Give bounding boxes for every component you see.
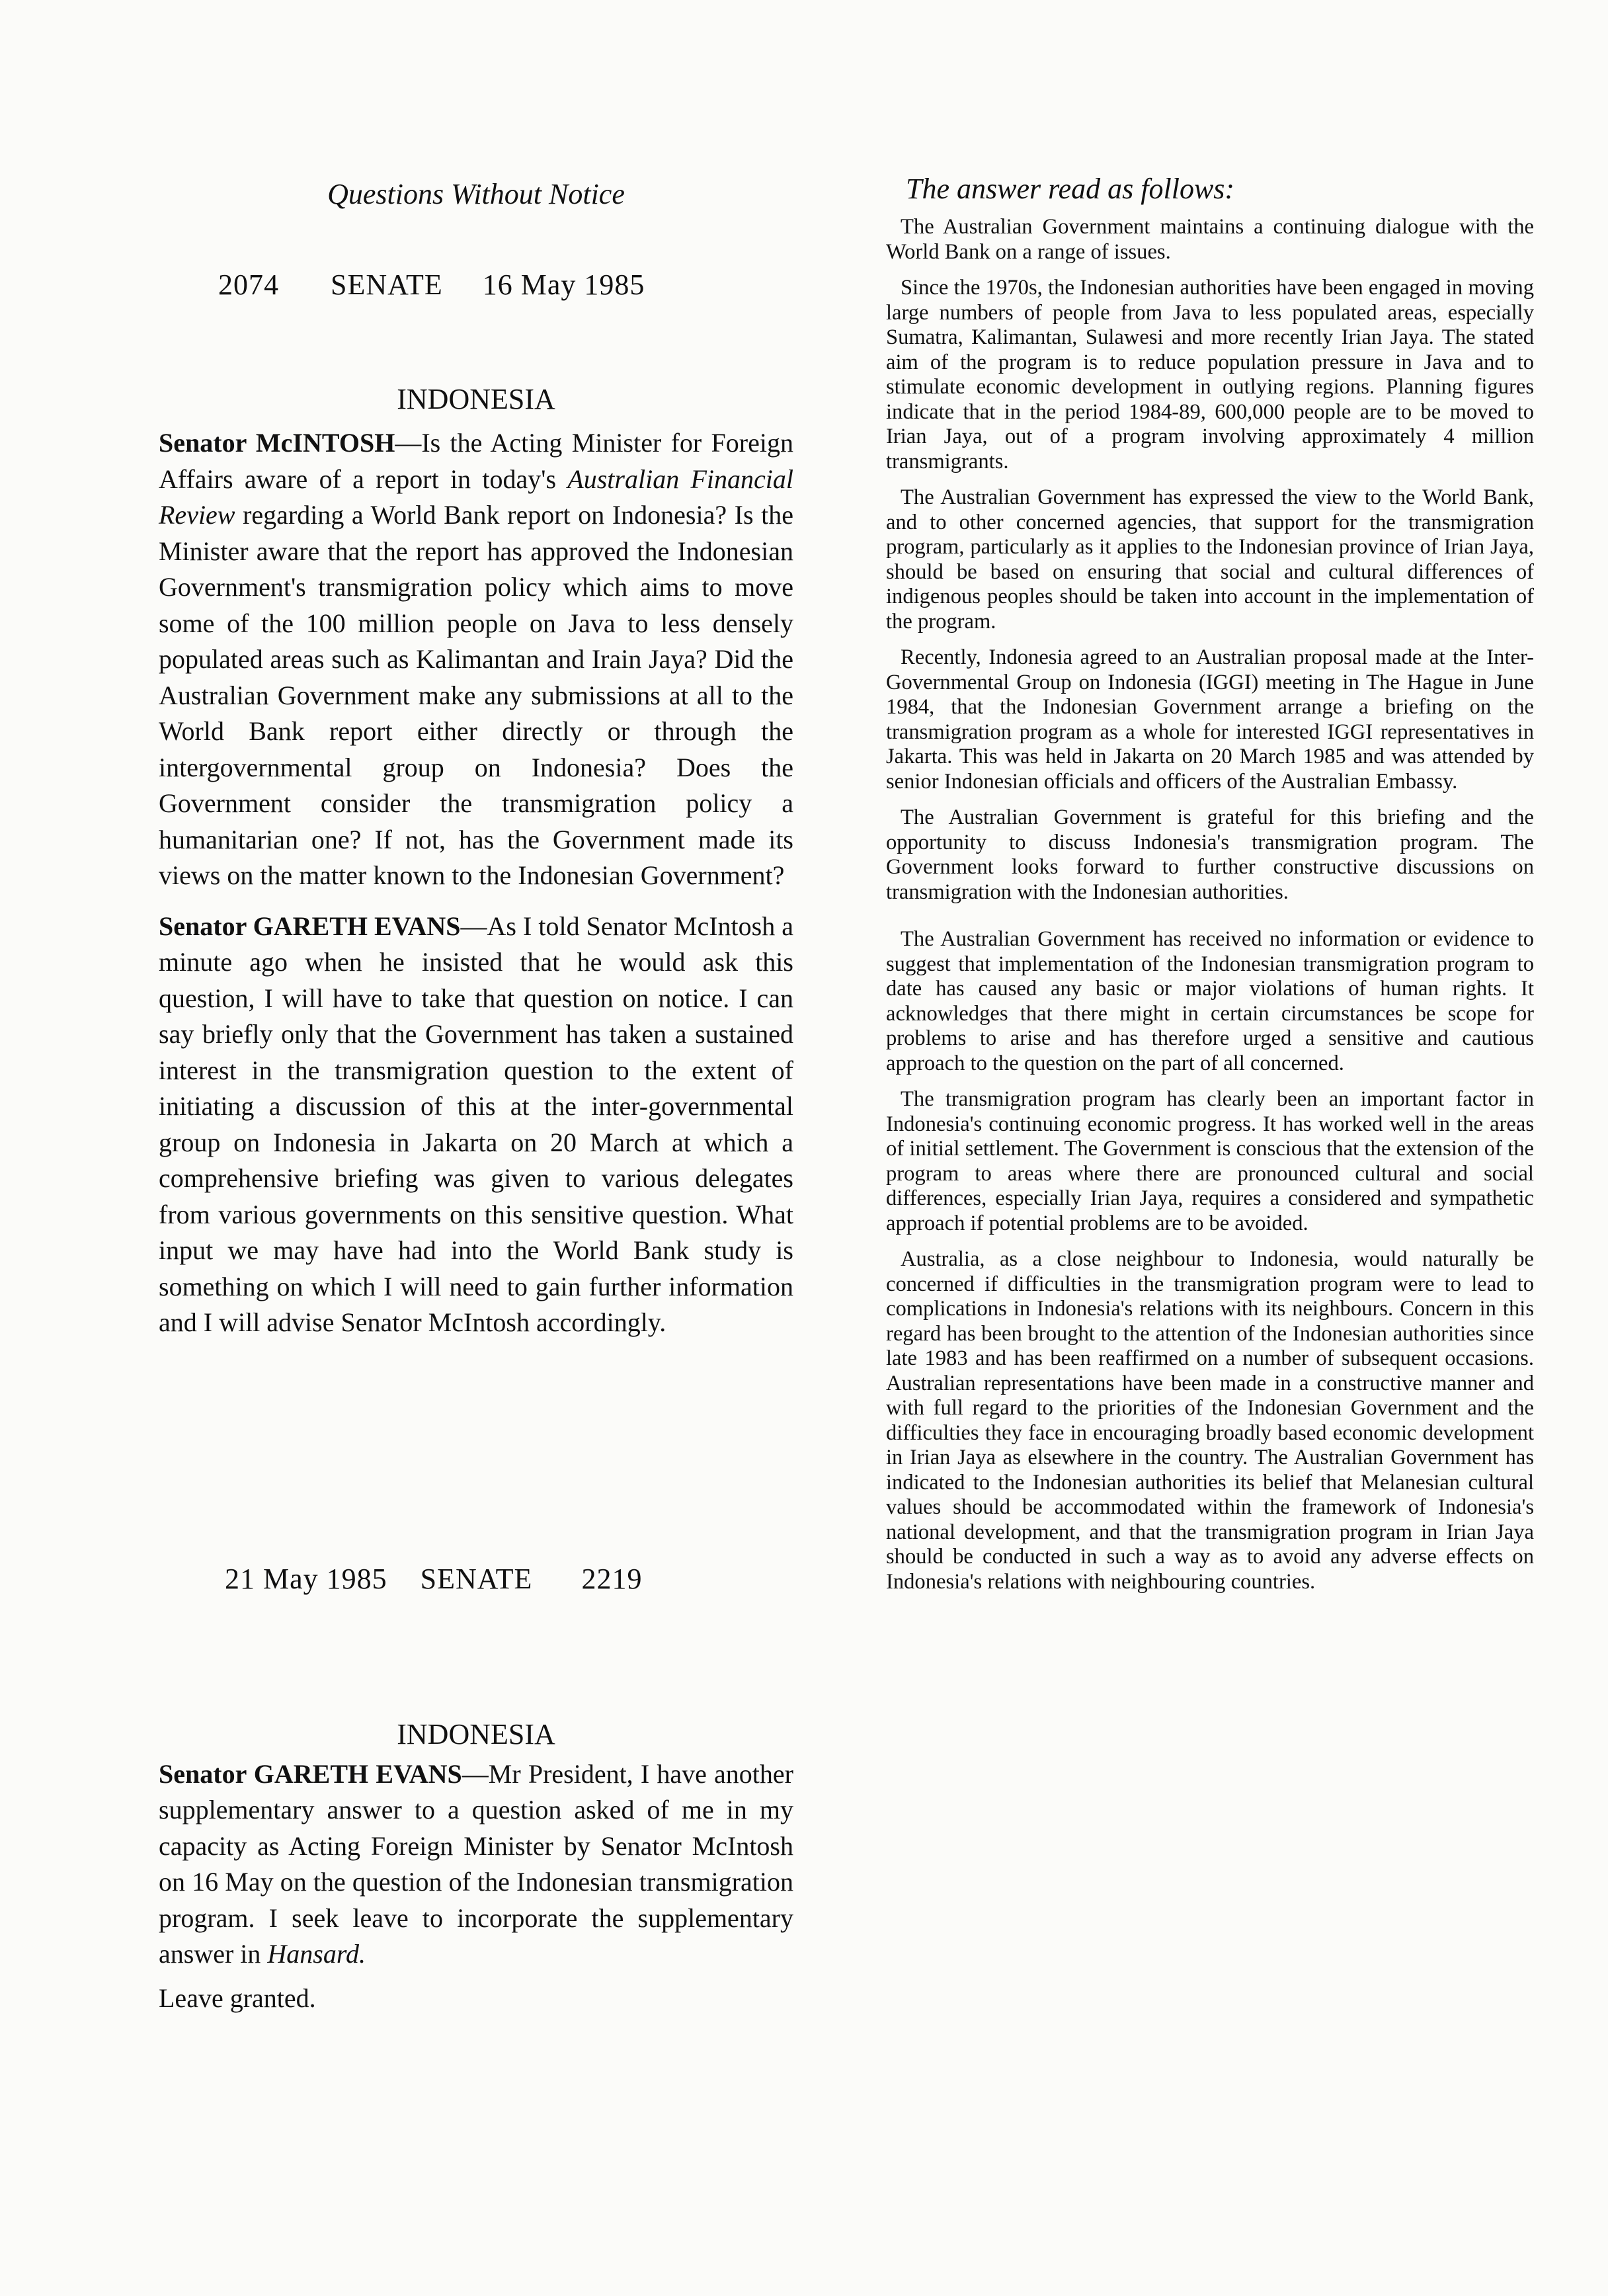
running-head: Questions Without Notice	[327, 178, 625, 210]
right-column	[886, 165, 1534, 1606]
page-number: 2074	[218, 268, 279, 301]
section-heading: INDONESIA	[397, 1717, 555, 1750]
speaker-name: Senator GARETH EVANS	[159, 1758, 462, 1789]
supplementary-paragraph: Senator GARETH EVANS—Mr President, I have another supplementary answer to a question asked of me in my capacity as Acting Foreign Minister by Senator McIntosh on 16 May on the question of the Indonesian transmigration program. I seek leave to incorporate the supplementary answer in Hansard.	[159, 1758, 793, 1969]
answer-paragraph: The Australian Government has received no information or evidence to suggest that implementation of the Indonesian transmigration program to date has caused any basic or major violations of human rights. It acknowledges that there might in certain circumstances be scope for problems to arise and has therefore urged a sensitive and cautious approach to the question on the part of all concerned.	[886, 927, 1534, 1075]
question-paragraph: Senator McINTOSH—Is the Acting Minister for Foreign Affairs aware of a report in today's Australian Financial Review regarding a World Bank report on Indonesia? Is the Minister aware that the report has approved the Indonesian Government's transmigration policy which aims to move some of the 100 million people on Java to less densely populated areas such as Kalimantan and Irain Jaya? Did the Australian Government make any submissions at all to the World Bank report either directly or through the intergovernmental group on Indonesia? Does the Government consider the transmigration policy a humanitarian one? If not, has the Government made its views on the matter known to the Indonesian Government?	[159, 428, 793, 890]
leave-granted: Leave granted.	[159, 1983, 316, 2013]
section-heading: INDONESIA	[397, 383, 555, 415]
folio-top	[218, 268, 793, 302]
page-number: 2219	[581, 1562, 643, 1595]
answer-paragraph: The transmigration program has clearly been an important factor in Indonesia's continuing economic progress. It has worked well in the areas of initial settlement. The Government is conscious that the extension of the program to areas where there are pronounced cultural and social differences, especially Irian Jaya, requires a considered and sympathetic approach if potential problems are to be avoided.	[886, 1087, 1534, 1235]
answer-paragraph: The Australian Government is grateful for this briefing and the opportunity to discuss Indonesia's transmigration program. The Government looks forward to further constructive discussions on transmigration with the Indonesian authorities.	[886, 805, 1534, 904]
speaker-name: Senator McINTOSH	[159, 428, 395, 458]
left-column	[159, 165, 793, 2016]
sitting-date: 16 May 1985	[482, 268, 645, 301]
answer-paragraph: Senator GARETH EVANS—As I told Senator McIntosh a minute ago when he insisted that he would ask this question, I will have to take that question on notice. I can say briefly only that the Government has taken a sustained interest in the transmigration question to the extent of initiating a discussion of this at the inter-governmental group on Indonesia in Jakarta on 20 March at which a comprehensive briefing was given to various delegates from various governments on this sensitive question. What input we may have had into the World Bank study is something on which I will need to gain further information and I will advise Senator McIntosh accordingly.	[159, 911, 794, 1337]
sitting-date: 21 May 1985	[225, 1562, 387, 1595]
house-name: SENATE	[420, 1562, 533, 1595]
answer-paragraph: Since the 1970s, the Indonesian authorities have been engaged in moving large numbers of people from Java to less populated areas, especially Sumatra, Kalimantan, Sulawesi and more recently Irian Jaya. The stated aim of the program is to reduce population pressure in Java and to stimulate economic development in outlying regions. Planning figures indicate that in the period 1984-89, 600,000 people are to be moved to Irian Jaya, out of a program involving approximately 4 million transmigrants.	[886, 276, 1534, 473]
speaker-name: Senator GARETH EVANS	[159, 911, 461, 941]
answer-heading: The answer read as follows:	[906, 173, 1235, 205]
answer-paragraph: Recently, Indonesia agreed to an Australian proposal made at the Inter-Governmental Group on Indonesia (IGGI) meeting in The Hague in June 1984, that the Indonesian Government arrange a briefing on the transmigration program as a whole for interested IGGI representatives in Jakarta. This was held in Jakarta on 20 March 1985 and was attended by senior Indonesian officials and officers of the Australian Embassy.	[886, 645, 1534, 794]
house-name: SENATE	[331, 268, 443, 301]
answer-paragraph: Australia, as a close neighbour to Indonesia, would naturally be concerned if difficulties in the transmigration program were to lead to complications in Indonesia's relations with its neighbours. Concern in this regard has been brought to the attention of the Indonesian authorities since late 1983 and has been reaffirmed on a number of subsequent occasions. Australian representations have been made in a constructive manner and with full regard to the priorities of the Indonesian Government and the difficulties they face in encouraging broadly based economic development in Irian Jaya as elsewhere in the country. The Australian Government has indicated to the Indonesian authorities its belief that Melanesian cultural values should be accommodated within the framework of Indonesia's national development, and that the transmigration program in Irian Jaya should be conducted in such a way as to avoid any adverse effects on Indonesia's relations with neighbouring countries.	[886, 1247, 1534, 1594]
folio-bottom	[225, 1562, 793, 1596]
hansard-title: Hansard.	[267, 1939, 366, 1969]
answer-paragraph: The Australian Government maintains a continuing dialogue with the World Bank on a range of issues.	[886, 215, 1534, 264]
publication-title: Australian Financial Review	[159, 464, 793, 530]
answer-paragraph: The Australian Government has expressed the view to the World Bank, and to other concerned agencies, that support for the transmigration program, particularly as it applies to the Indonesian province of Irian Jaya, should be based on ensuring that social and cultural differences of indigenous peoples should be taken into account in the implementation of the program.	[886, 485, 1534, 634]
